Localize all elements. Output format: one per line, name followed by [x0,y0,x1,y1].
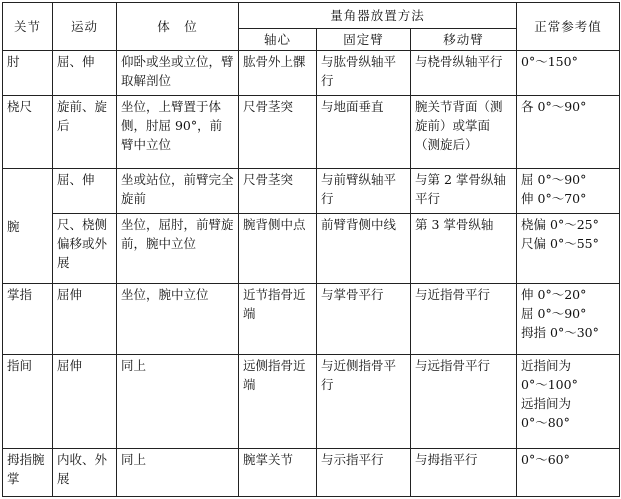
cell-fixed-arm: 与掌骨平行 [317,284,411,354]
cell-normal [517,354,620,449]
header-fixed-arm: 固定臂 [317,29,411,51]
rom-table [2,2,620,497]
cell-moving-arm: 与近指骨平行 [411,284,517,354]
cell-normal [517,284,620,354]
cell-normal: 各 0°～90° [517,96,620,168]
cell-motion: 内收、外展 [53,449,117,497]
cell-fixed-arm: 与肱骨纵轴平行 [317,51,411,96]
normal-line: 桡偏 0°～25° [521,217,599,233]
cell-axis: 腕掌关节 [239,449,317,497]
cell-axis: 近节指骨近端 [239,284,317,354]
cell-moving-arm: 与拇指平行 [411,449,517,497]
header-axis: 轴心 [239,29,317,51]
header-position: 体 位 [117,3,239,51]
cell-fixed-arm: 与地面垂直 [317,96,411,168]
cell-position: 坐位，上臂置于体侧，肘屈 90°，前臂中立位 [117,96,239,168]
cell-moving-arm: 腕关节背面（测旋前）或掌面（测旋后） [411,96,517,168]
cell-normal [517,168,620,213]
cell-motion: 尺、桡侧偏移或外展 [53,214,117,284]
table-row [3,214,620,284]
cell-position: 坐位，屈肘，前臂旋前，腕中立位 [117,214,239,284]
cell-moving-arm: 与远指骨平行 [411,354,517,449]
normal-line: 0°～100° [521,376,578,392]
cell-fixed-arm: 与前臂纵轴平行 [317,168,411,213]
normal-line: 远指间为 [521,395,572,411]
table-row [3,449,620,497]
cell-position: 仰卧或坐或立位，臂取解剖位 [117,51,239,96]
normal-line: 拇指 0°～30° [521,325,599,341]
cell-motion: 屈伸 [53,354,117,449]
cell-moving-arm: 与桡骨纵轴平行 [411,51,517,96]
table-row [3,354,620,449]
header-joint: 关节 [3,3,53,51]
cell-axis: 远侧指骨近端 [239,354,317,449]
cell-motion: 屈、伸 [53,168,117,213]
cell-normal [517,214,620,284]
table-row [3,168,620,213]
header-normal: 正常参考值 [517,3,620,51]
cell-normal: 0°～150° [517,51,620,96]
cell-joint: 指间 [3,354,53,449]
cell-joint: 腕 [3,168,53,284]
normal-line: 屈 0°～90° [521,171,587,187]
cell-motion: 屈伸 [53,284,117,354]
cell-motion: 旋前、旋后 [53,96,117,168]
cell-moving-arm: 第 3 掌骨纵轴 [411,214,517,284]
cell-axis: 腕背侧中点 [239,214,317,284]
cell-position: 坐或站位，前臂完全旋前 [117,168,239,213]
cell-joint: 肘 [3,51,53,96]
cell-position: 同上 [117,449,239,497]
cell-position: 同上 [117,354,239,449]
cell-axis: 肱骨外上髁 [239,51,317,96]
cell-joint: 拇指腕掌 [3,449,53,497]
normal-line: 伸 0°～70° [521,190,587,206]
cell-joint: 桡尺 [3,96,53,168]
normal-line: 尺偏 0°～55° [521,236,599,252]
cell-axis: 尺骨茎突 [239,168,317,213]
normal-line: 近指间为 [521,357,572,373]
header-motion: 运动 [53,3,117,51]
normal-line: 伸 0°～20° [521,287,587,303]
cell-fixed-arm: 与近侧指骨平行 [317,354,411,449]
cell-motion: 屈、伸 [53,51,117,96]
cell-fixed-arm: 与示指平行 [317,449,411,497]
cell-fixed-arm: 前臂背侧中线 [317,214,411,284]
normal-line: 屈 0°～90° [521,306,587,322]
header-moving-arm: 移动臂 [411,29,517,51]
header-method: 量角器放置方法 [239,3,517,29]
table-row [3,51,620,96]
normal-line: 0°～80° [521,414,570,430]
cell-position: 坐位，腕中立位 [117,284,239,354]
cell-moving-arm: 与第 2 掌骨纵轴平行 [411,168,517,213]
cell-joint: 掌指 [3,284,53,354]
table-row [3,284,620,354]
cell-axis: 尺骨茎突 [239,96,317,168]
table-row [3,96,620,168]
cell-normal: 0°～60° [517,449,620,497]
